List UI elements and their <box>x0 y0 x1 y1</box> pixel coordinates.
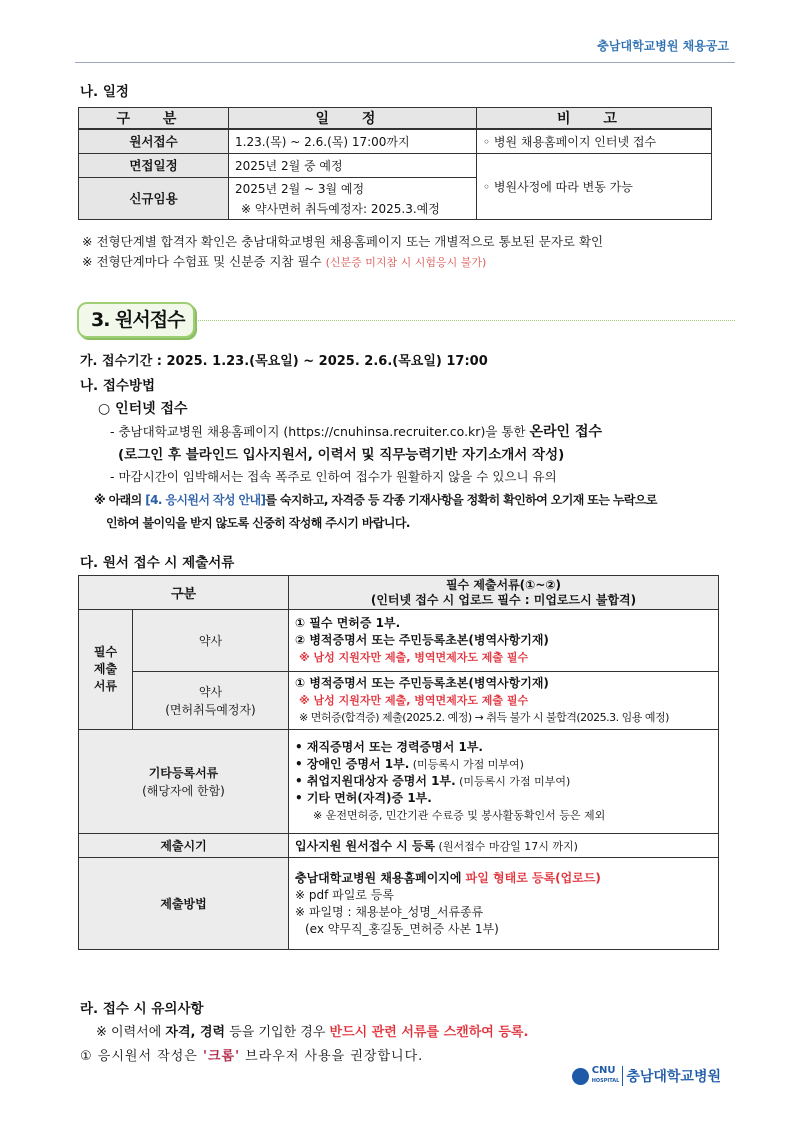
timing-value <box>289 834 719 858</box>
other-docs <box>289 730 719 834</box>
method-emphasis: 온라인 접수 <box>529 424 602 440</box>
logo-name: 충남대학교병원 <box>622 1066 721 1086</box>
method-heading: 나. 접수방법 <box>80 378 156 394</box>
pharm-docs <box>289 610 719 672</box>
note-warning: (신분증 미지참 시 시험응시 불가) <box>325 256 487 269</box>
caution-line <box>80 1045 423 1064</box>
docs-table <box>78 575 719 950</box>
doc-item: ① 필수 면허증 1부. <box>295 616 401 630</box>
section-badge <box>77 302 195 338</box>
schedule-table <box>78 107 712 220</box>
method-value <box>289 858 719 950</box>
doc-item <box>295 756 712 773</box>
caution-emphasis: '크롬' <box>202 1049 241 1064</box>
row-note: ◦ 병원사정에 따라 변동 가능 <box>477 153 712 219</box>
warning-line: 인하여 불이익을 받지 않도록 신중히 작성해 주시기 바랍니다. <box>106 516 410 530</box>
label-line: (해당자에 한함) <box>142 783 225 798</box>
logo-cnu: CNU <box>591 1065 616 1076</box>
section-title: 3. 원서접수 <box>91 309 185 331</box>
method-line <box>110 421 602 441</box>
method-label: 제출방법 <box>79 858 289 950</box>
warning-text: 를 숙지하고, 자격증 등 각종 기재사항을 정확히 확인하여 오기재 또는 누락으로 <box>265 493 657 507</box>
logo-small <box>592 1066 620 1086</box>
col-category: 구분 <box>79 576 289 610</box>
doc-text: • 재직증명서 또는 경력증명서 1부. <box>295 740 483 754</box>
docs-heading: 다. 원서 접수 시 제출서류 <box>80 555 235 571</box>
row-value: 1.23.(목) ~ 2.6.(목) 17:00까지 <box>229 129 477 153</box>
row-label: 면접일정 <box>79 153 229 177</box>
doc-note: (미등록시 가점 미부여) <box>455 775 571 788</box>
caution-text: 등을 기입한 경우 <box>225 1025 330 1040</box>
label-line: 필수 <box>93 645 118 659</box>
method-text: 충남대학교병원 채용홈페이지에 <box>295 870 466 885</box>
logo-emblem-icon <box>572 1068 589 1085</box>
warning-text: ※ 아래의 <box>94 493 146 507</box>
logo-hospital: HOSPITAL <box>591 1078 620 1084</box>
row-note: ◦ 병원 채용홈페이지 인터넷 접수 <box>477 129 712 153</box>
doc-item: ② 병적증명서 또는 주민등록초본(병역사항기재) <box>295 633 549 647</box>
doc-note: ※ 운전면허증, 민간기관 수료증 및 봉사활동확인서 등은 제외 <box>313 809 606 822</box>
method-line: (ex 약무직_홍길동_면허증 사본 1부) <box>305 921 499 936</box>
header-title: 충남대학교병원 채용공고 <box>597 39 729 53</box>
other-docs-label <box>79 730 289 834</box>
warning-line <box>94 491 657 508</box>
row-value: 2025년 2월 ~ 3월 예정 <box>235 181 365 196</box>
doc-item <box>295 790 712 807</box>
caution-text: 브라우저 사용을 권장합니다. <box>240 1049 424 1064</box>
required-docs-label <box>79 610 133 730</box>
schedule-note <box>82 252 486 270</box>
col-category: 구 분 <box>79 108 229 130</box>
timing-note: (원서접수 마감일 17시 까지) <box>435 840 578 853</box>
method-item: ○ 인터넷 접수 <box>98 401 188 417</box>
method-text: - 충남대학교병원 채용홈페이지 (https://cnuhinsa.recruiter.co.kr)을 통한 <box>110 424 530 439</box>
timing-label: 제출시기 <box>79 834 289 858</box>
schedule-note: ※ 전형단계별 합격자 확인은 충남대학교병원 채용홈페이지 또는 개별적으로 통보된 문자로 확인 <box>82 234 604 249</box>
section-divider <box>195 320 735 321</box>
caution-line <box>96 1021 528 1040</box>
header-divider <box>75 62 735 63</box>
row-label: 원서접수 <box>79 129 229 153</box>
label-line: 약사 <box>198 684 223 699</box>
method-line: ※ pdf 파일로 등록 <box>295 887 394 902</box>
doc-item: ① 병적증명서 또는 주민등록초본(병역사항기재) <box>295 676 549 690</box>
method-emphasis: 파일 형태로 등록(업로드) <box>465 870 601 885</box>
caution-emphasis: 자격, 경력 <box>165 1025 226 1040</box>
row-label: 신규임용 <box>79 177 229 219</box>
row-value-cell <box>229 177 477 219</box>
col-remark: 비 고 <box>477 108 712 130</box>
pharm-label: 약사 <box>133 610 289 672</box>
label-line: 기타등록서류 <box>148 765 219 780</box>
doc-item <box>295 739 712 756</box>
doc-text: • 기타 면허(자격)증 1부. <box>295 791 432 805</box>
pharm2-label <box>133 672 289 730</box>
note-text: ※ 전형단계마다 수험표 및 신분증 지참 필수 <box>82 254 322 269</box>
doc-text: • 취업지원대상자 증명서 1부. <box>295 774 456 788</box>
row-value: 2025년 2월 중 예정 <box>229 153 477 177</box>
method-line: ※ 파일명 : 채용분야_성명_서류종류 <box>295 904 484 919</box>
method-line: - 마감시간이 임박해서는 접속 폭주로 인하여 접수가 원활하지 않을 수 있으니 유의 <box>110 469 557 484</box>
row-value-note: ※ 약사면허 취득예정자: 2025.3.예정 <box>241 201 440 216</box>
doc-warning: ※ 남성 지원자만 제출, 병역면제자도 제출 필수 <box>299 651 529 664</box>
label-line: 제출 <box>93 662 118 676</box>
caution-text: ① 응시원서 작성은 <box>80 1049 203 1064</box>
doc-note: ※ 면허증(합격증) 제출(2025.2. 예정) → 취득 불가 시 불합격(2025.3. 임용 예정) <box>299 711 669 724</box>
doc-note: (미등록시 가점 미부여) <box>409 758 524 771</box>
hospital-logo <box>572 1066 721 1086</box>
doc-text: • 장애인 증명서 1부. <box>295 757 410 771</box>
label-line: 서류 <box>93 679 118 693</box>
caution-text: ※ 이력서에 <box>96 1025 166 1040</box>
col-required-title: 필수 제출서류(①~②) <box>445 577 562 592</box>
timing-text: 입사지원 원서접수 시 등록 <box>295 839 436 853</box>
col-schedule: 일 정 <box>229 108 477 130</box>
col-required <box>289 576 719 610</box>
period-text: 가. 접수기간 : 2025. 1.23.(목요일) ~ 2025. 2.6.(목요일) 17:00 <box>80 354 488 369</box>
doc-warning: ※ 남성 지원자만 제출, 병역면제자도 제출 필수 <box>299 694 529 707</box>
doc-item <box>295 773 712 790</box>
method-line <box>295 870 712 887</box>
warning-link: [4. 응시원서 작성 안내] <box>145 493 266 507</box>
pharm2-docs <box>289 672 719 730</box>
caution-warning: 반드시 관련 서류를 스캔하여 등록. <box>329 1025 529 1040</box>
schedule-heading: 나. 일정 <box>80 84 129 100</box>
cautions-heading: 라. 접수 시 유의사항 <box>80 1001 204 1017</box>
method-line: (로그인 후 블라인드 입사지원서, 이력서 및 직무능력기반 자기소개서 작성) <box>118 447 565 463</box>
col-required-sub: (인터넷 접수 시 업로드 필수 : 미업로드시 불합격) <box>370 592 637 607</box>
label-line: (면허취득예정자) <box>165 702 256 717</box>
